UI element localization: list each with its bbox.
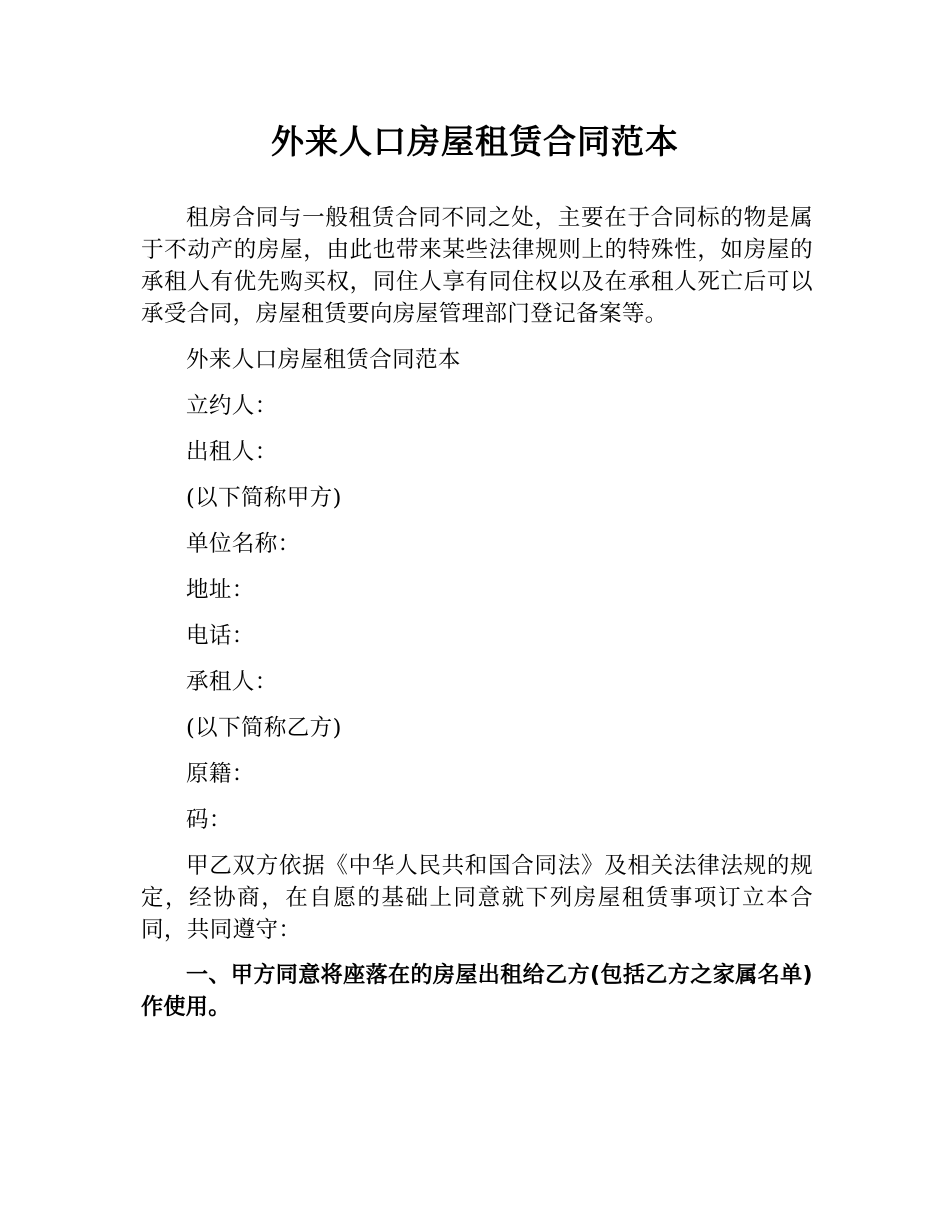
code-label: 码：	[186, 807, 232, 833]
intro-paragraph: 租房合同与一般租赁合同不同之处，主要在于合同标的物是属于不动产的房屋，由此也带来某些法律规则上的特殊性，如房屋的承租人有优先购买权，同住人享有同住权以及在承租人死亡后可以承受合同，房屋租赁要向房屋管理部门登记备案等。	[141, 205, 813, 327]
signatory-label: 立约人：	[186, 393, 278, 419]
phone-label: 电话：	[186, 623, 255, 649]
clause-one: 一、甲方同意将座落在的房屋出租给乙方(包括乙方之家属名单)作使用。	[141, 963, 813, 1020]
lessor-label: 出租人：	[186, 439, 278, 465]
origin-label: 原籍：	[186, 761, 255, 787]
lessor-alias: (以下简称甲方)	[186, 485, 342, 511]
lessee-label: 承租人：	[186, 669, 278, 695]
contract-heading: 外来人口房屋租赁合同范本	[186, 347, 461, 373]
company-name-label: 单位名称：	[186, 531, 301, 557]
address-label: 地址：	[186, 577, 255, 603]
document-title: 外来人口房屋租赁合同范本	[271, 122, 679, 161]
agreement-paragraph: 甲乙双方依据《中华人民共和国合同法》及相关法律法规的规定，经协商，在自愿的基础上同意就下列房屋租赁事项订立本合同，共同遵守：	[141, 853, 813, 943]
document-body	[141, 202, 813, 1038]
lessee-alias: (以下简称乙方)	[186, 715, 342, 741]
